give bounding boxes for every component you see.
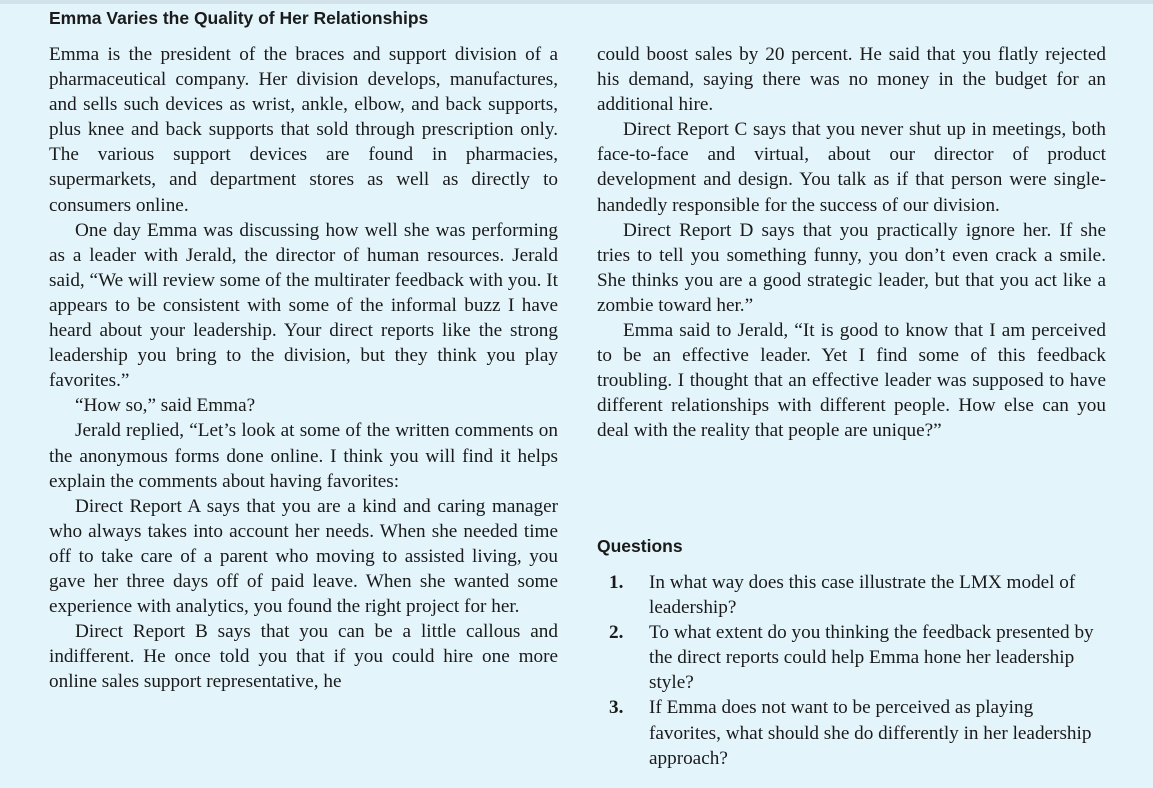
question-text: To what extent do you thinking the feedback presented by the direct reports could help Emma hone her leadership style?: [649, 622, 1094, 694]
question-item: [597, 570, 1106, 620]
question-text: If Emma does not want to be perceived as playing favorites, what should she do differently in her leadership approach?: [649, 697, 1092, 769]
paragraph: Direct Report A says that you are a kind and caring manager who always takes into account her needs. When she needed time off to take care of a parent who moving to assisted living, you gave her three days off of paid leave. When she wanted some experience with analytics, you found the right project for her.: [49, 495, 558, 618]
paragraph: Emma said to Jerald, “It is good to know that I am perceived to be an effective leader. Yet I find some of this feedback troubling. I thought that an effective leader was supposed to have different relationships with different people. How else can you deal with the reality that people are unique?”: [597, 320, 1106, 442]
right-column: [597, 42, 1106, 444]
questions-heading: Questions: [597, 536, 683, 556]
question-item: [597, 695, 1106, 770]
question-number: 1.: [609, 572, 624, 593]
questions-list: [597, 570, 1106, 771]
top-border: [0, 0, 1153, 4]
paragraph: could boost sales by 20 percent. He said that you flatly rejected his demand, saying there was no money in the budget for an additional hire.: [597, 44, 1106, 116]
left-column: [49, 42, 558, 694]
paragraph: Emma is the president of the braces and support division of a pharmaceutical company. Her division develops, manufactures, and sells such devices as wrist, ankle, elbow, and back supports, plus knee and back supports that sold through prescription only. The various support devices are found in pharmacies, supermarkets, and department stores as well as directly to consumers online.: [49, 44, 558, 216]
paragraph: Direct Report B says that you can be a little callous and indifferent. He once told you that if you could hire one more online sales support representative, he: [49, 621, 558, 693]
paragraph: Direct Report C says that you never shut up in meetings, both face-to-face and virtual, about our director of product development and design. You talk as if that person were single-handedly responsible for the success of our division.: [597, 119, 1106, 216]
paragraph: Direct Report D says that you practically ignore her. If she tries to tell you something funny, you don’t even crack a smile. She thinks you are a good strategic leader, but that you act like a zombie toward her.”: [597, 219, 1106, 316]
question-item: [597, 620, 1106, 695]
case-title: Emma Varies the Quality of Her Relationships: [49, 8, 429, 28]
paragraph: Jerald replied, “Let’s look at some of the written comments on the anonymous forms done online. I think you will find it helps explain the comments about having favorites:: [49, 420, 558, 492]
paragraph: “How so,” said Emma?: [75, 395, 256, 417]
question-text: In what way does this case illustrate the LMX model of leadership?: [649, 572, 1076, 619]
question-number: 2.: [609, 622, 624, 644]
question-number: 3.: [609, 697, 624, 719]
paragraph: One day Emma was discussing how well she was performing as a leader with Jerald, the director of human resources. Jerald said, “We will review some of the multirater feedback with you. It appears to be consistent with some of the informal buzz I have heard about your leadership. Your direct reports like the strong leadership you bring to the division, but they think you play favorites.”: [49, 219, 558, 392]
